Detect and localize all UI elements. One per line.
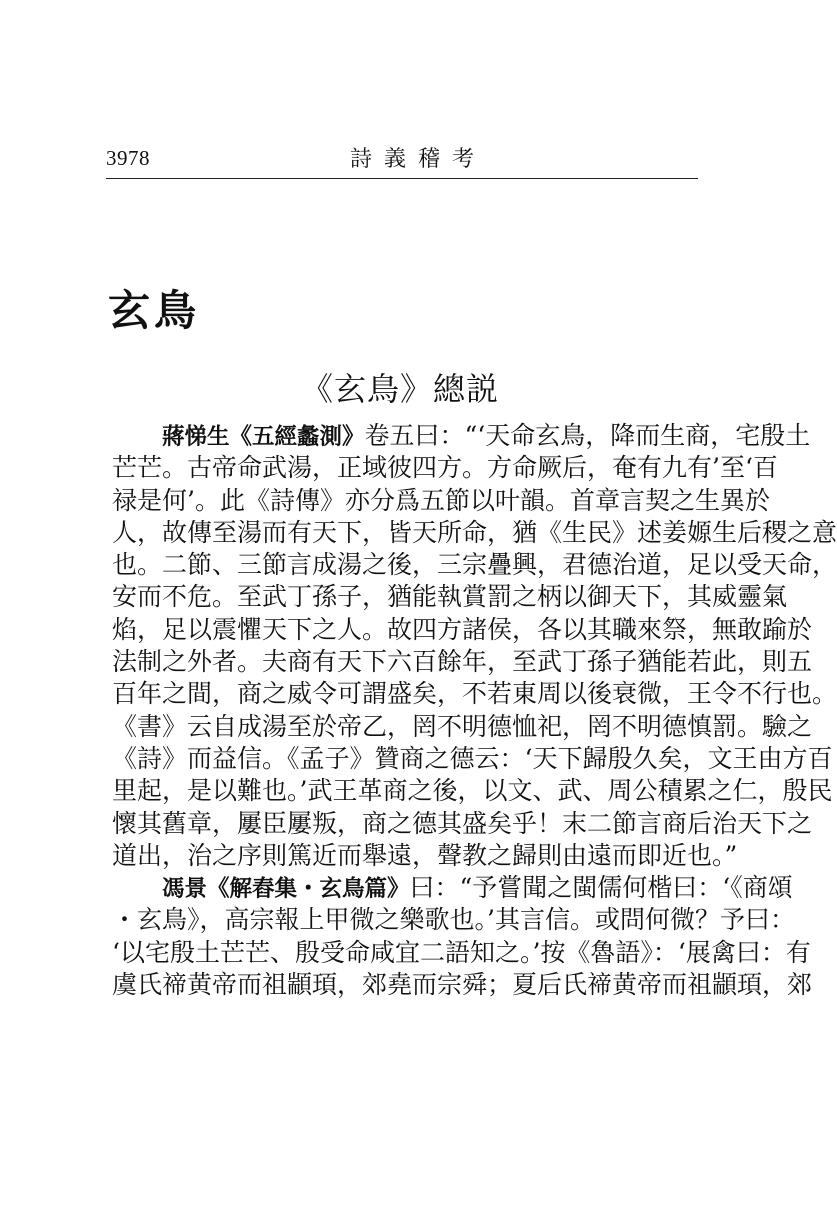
text-line: 里起，是以難也。’武王革商之後，以文、武、周公積累之仁，殷民 xyxy=(112,776,833,806)
text-line: 人，故傳至湯而有天下，皆天所命，猶《生民》述姜嫄生后稷之意 xyxy=(112,517,837,547)
page-header xyxy=(106,140,698,176)
text-line: ・玄鳥》，高宗報上甲微之樂歌也。’其言信。或問何微？予曰： xyxy=(112,905,795,935)
text-line: 安而不危。至武丁孫子，猶能執賞罰之柄以御天下，其威靈氣 xyxy=(112,582,788,612)
author-citation: 蔣悌生《五經蠡測》 xyxy=(162,424,365,450)
section-title: 《玄鳥》總説 xyxy=(300,370,499,408)
page-number: 3978 xyxy=(106,146,150,170)
author-citation: 馮景《解舂集・玄鳥篇》 xyxy=(162,876,410,903)
text-line: 焰，足以震懼天下之人。故四方諸侯，各以其職來祭，無敢踰於 xyxy=(112,614,813,644)
line-text: 卷五曰：“‘天命玄鳥，降而生商，宅殷土 xyxy=(364,421,811,450)
text-line: 法制之外者。夫商有天下六百餘年，至武丁孫子猶能若此，則五 xyxy=(112,647,813,677)
text-line: 道出，治之序則篤近而舉遠，聲教之歸則由遠而即近也。” xyxy=(112,840,738,870)
text-line: 禄是何’。此《詩傳》亦分爲五節以叶韻。首章言契之生異於 xyxy=(112,485,770,515)
text-line: 《詩》而益信。《孟子》贊商之德云：‘天下歸殷久矣，文王由方百 xyxy=(112,743,833,773)
header-rule xyxy=(106,178,698,179)
text-line: 百年之間，商之威令可謂盛矣，不若東周以後衰微，王令不行也。 xyxy=(112,679,837,709)
text-line xyxy=(112,420,811,452)
text-line xyxy=(112,872,793,904)
text-line: 《書》云自成湯至於帝乙，罔不明德恤祀，罔不明德慎罰。驗之 xyxy=(112,711,813,741)
text-line: 虞氏禘黄帝而祖顓頊，郊堯而宗舜；夏后氏禘黄帝而祖顓頊，郊 xyxy=(112,970,813,1000)
running-title: 詩義稽考 xyxy=(350,147,487,172)
line-text: 曰：“予嘗聞之閩儒何楷曰：‘《商頌 xyxy=(409,873,793,903)
text-line: 也。二節、三節言成湯之後，三宗疊興，君德治道，足以受天命， xyxy=(112,550,837,580)
chapter-title: 玄鳥 xyxy=(108,286,201,335)
text-line: 懷其舊章，屢臣屢叛，商之德其盛矣乎！末二節言商后治天下之 xyxy=(112,808,813,838)
text-line: ‘以宅殷土芒芒、殷受命咸宜二語知之。’按《魯語》：‘展禽曰：有 xyxy=(112,937,811,967)
body-text xyxy=(112,420,837,1001)
text-line: 芒芒。古帝命武湯，正域彼四方。方命厥后，奄有九有’至‘百 xyxy=(112,453,778,483)
